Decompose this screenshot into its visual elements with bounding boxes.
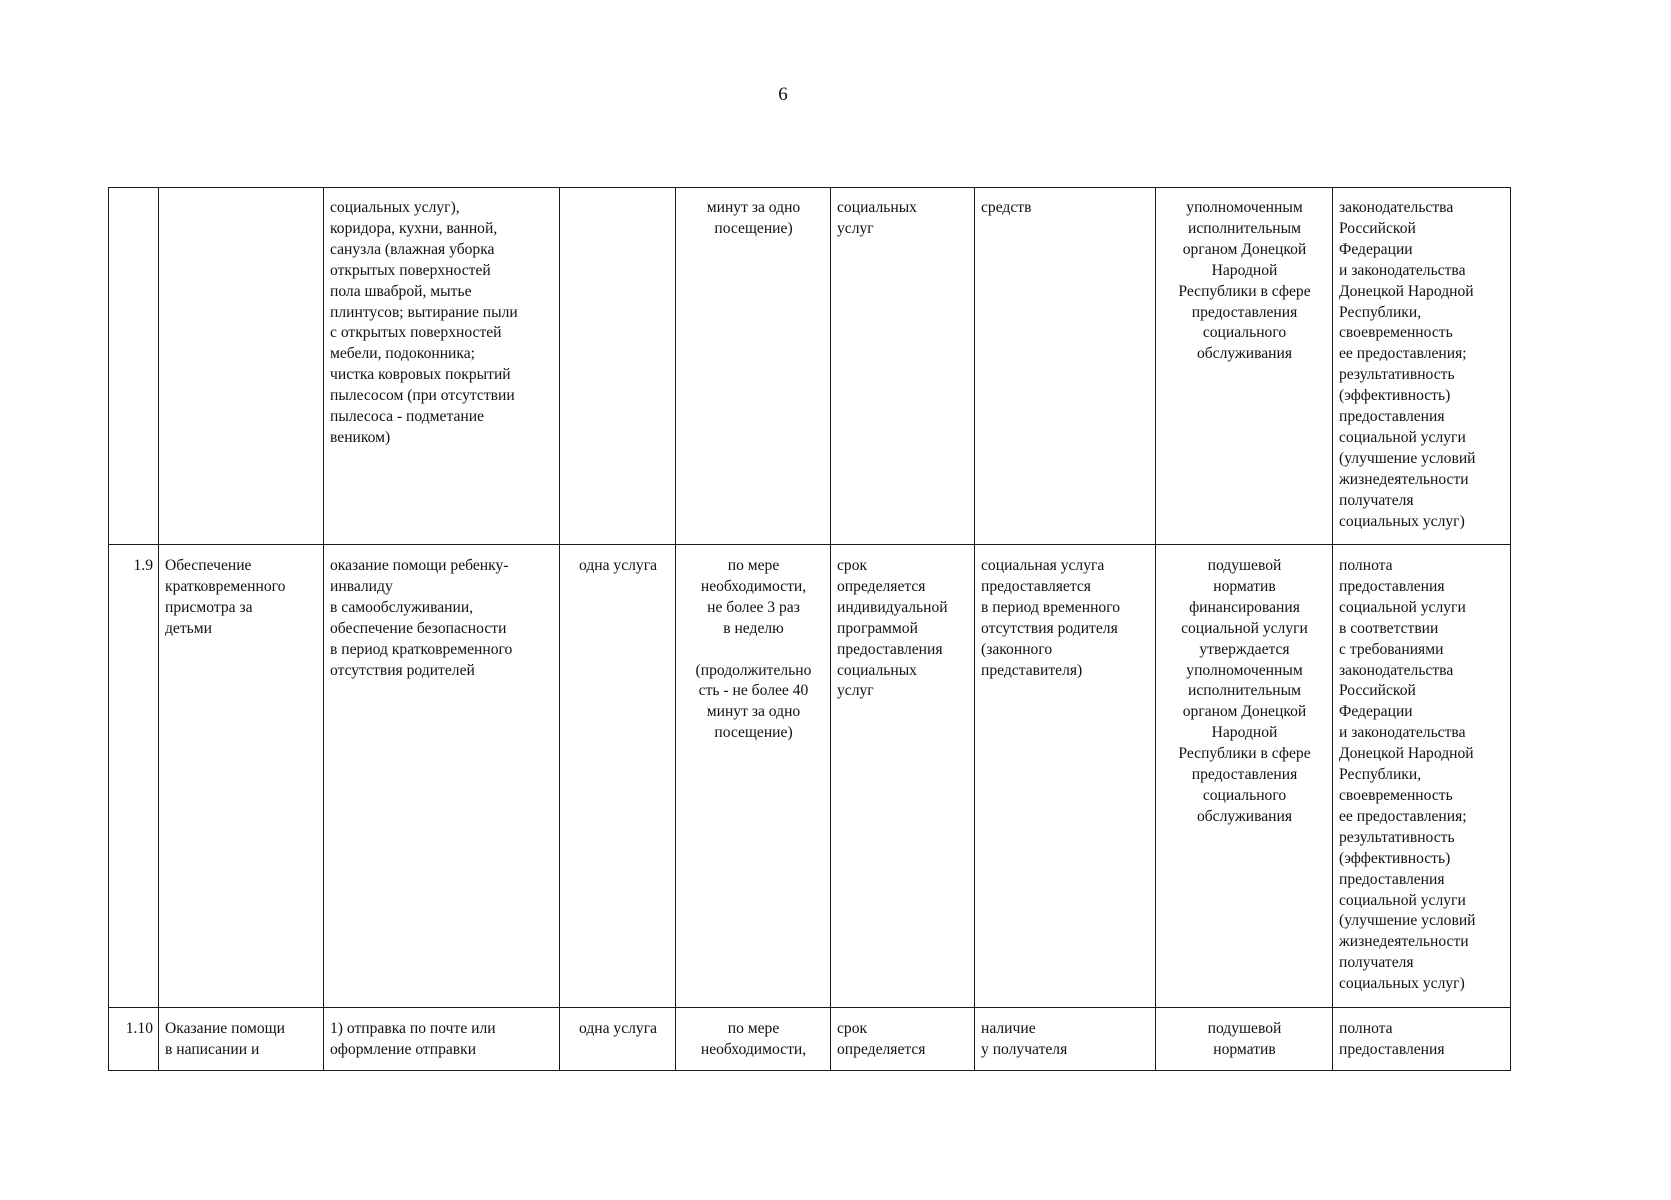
cell-quality: полнота предоставления социальной услуги в соответствии с требованиями законодательства Российской Федерации и законодательства Донецкой Народной Республики, своевременность ее предоставления; результативность (эффективность) предоставления социальной услуги (улучшение условий жизнедеятельности получателя социальных услуг) — [1333, 545, 1511, 1008]
table-row — [109, 188, 1511, 545]
cell-unit: одна услуга — [560, 545, 676, 1008]
cell-term: срок определяется индивидуальной программой предоставления социальных услуг — [831, 545, 975, 1008]
cell-number: 1.9 — [109, 545, 159, 1008]
page-number: 6 — [778, 84, 788, 105]
cell-service-name: Оказание помощи в написании и — [159, 1008, 324, 1071]
cell-number: 1.10 — [109, 1008, 159, 1071]
cell-description: оказание помощи ребенку- инвалиду в самообслуживании, обеспечение безопасности в период кратковременного отсутствия родителей — [324, 545, 560, 1008]
cell-unit: одна услуга — [560, 1008, 676, 1071]
cell-number — [109, 188, 159, 545]
cell-frequency: по мере необходимости, не более 3 раз в неделю (продолжительно сть - не более 40 минут за одно посещение) — [676, 545, 831, 1008]
cell-term: социальных услуг — [831, 188, 975, 545]
table-row — [109, 1008, 1511, 1071]
cell-description: социальных услуг), коридора, кухни, ванной, санузла (влажная уборка открытых поверхностей пола шваброй, мытье плинтусов; вытирание пыли с открытых поверхностей мебели, подоконника; чистка ковровых покрытий пылесосом (при отсутствии пылесоса - подметание веником) — [324, 188, 560, 545]
cell-frequency: минут за одно посещение) — [676, 188, 831, 545]
services-table — [108, 187, 1511, 1071]
cell-conditions: социальная услуга предоставляется в период временного отсутствия родителя (законного представителя) — [975, 545, 1156, 1008]
cell-norm: уполномоченным исполнительным органом Донецкой Народной Республики в сфере предоставления социального обслуживания — [1156, 188, 1333, 545]
cell-conditions: средств — [975, 188, 1156, 545]
cell-frequency: по мере необходимости, — [676, 1008, 831, 1071]
cell-service-name — [159, 188, 324, 545]
cell-description: 1) отправка по почте или оформление отправки — [324, 1008, 560, 1071]
cell-unit — [560, 188, 676, 545]
cell-service-name: Обеспечение кратковременного присмотра за детьми — [159, 545, 324, 1008]
table-row — [109, 545, 1511, 1008]
cell-conditions: наличие у получателя — [975, 1008, 1156, 1071]
cell-quality: полнота предоставления — [1333, 1008, 1511, 1071]
cell-quality: законодательства Российской Федерации и законодательства Донецкой Народной Республики, своевременность ее предоставления; результативность (эффективность) предоставления социальной услуги (улучшение условий жизнедеятельности получателя социальных услуг) — [1333, 188, 1511, 545]
cell-norm: подушевой норматив финансирования социальной услуги утверждается уполномоченным исполнительным органом Донецкой Народной Республики в сфере предоставления социального обслуживания — [1156, 545, 1333, 1008]
cell-term: срок определяется — [831, 1008, 975, 1071]
cell-norm: подушевой норматив — [1156, 1008, 1333, 1071]
